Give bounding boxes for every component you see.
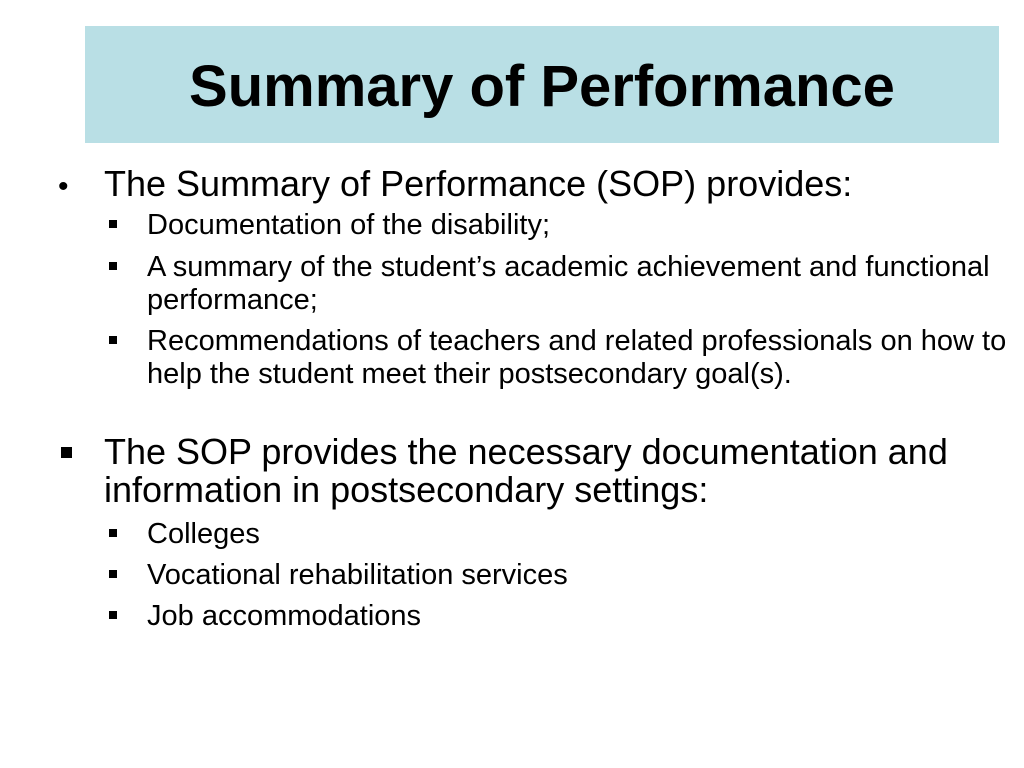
bullet-1-text: The Summary of Performance (SOP) provides: — [104, 163, 853, 204]
sub-bullet-1-3-text: Recommendations of teachers and related professionals on how to help the student meet their postsecondary goal(s). — [147, 325, 1007, 390]
bullet-1 — [58, 165, 1008, 203]
square-bullet-icon — [109, 336, 117, 344]
sub-bullet-2-1 — [58, 518, 1007, 551]
square-bullet-icon — [109, 529, 117, 537]
sub-bullet-2-2-text: Vocational rehabilitation services — [147, 559, 568, 591]
bullet-2-text: The SOP provides the necessary documentation and information in postsecondary settings: — [104, 431, 948, 510]
sub-bullet-1-2-text: A summary of the student’s academic achievement and functional performance; — [147, 251, 990, 316]
square-bullet-icon — [109, 220, 117, 228]
slide-title: Summary of Performance — [189, 54, 895, 119]
sub-bullet-1-1 — [58, 209, 1024, 242]
bullet-2 — [58, 433, 978, 509]
sub-bullet-2-3 — [58, 600, 1007, 633]
sub-bullet-2-2 — [58, 559, 1007, 592]
square-bullet-icon — [109, 611, 117, 619]
round-bullet-icon: • — [58, 170, 69, 203]
sub-bullet-2-1-text: Colleges — [147, 518, 260, 550]
sub-bullet-1-1-text: Documentation of the disability; — [147, 209, 550, 241]
bullet-group-1 — [58, 165, 1008, 203]
square-bullet-icon — [109, 570, 117, 578]
title-banner — [85, 26, 999, 143]
sub-bullet-1-2 — [58, 251, 1007, 317]
sub-bullet-2-3-text: Job accommodations — [147, 600, 422, 632]
square-bullet-icon — [109, 262, 117, 270]
bullet-group-2 — [58, 433, 978, 509]
sub-bullet-1-3 — [58, 325, 1007, 391]
